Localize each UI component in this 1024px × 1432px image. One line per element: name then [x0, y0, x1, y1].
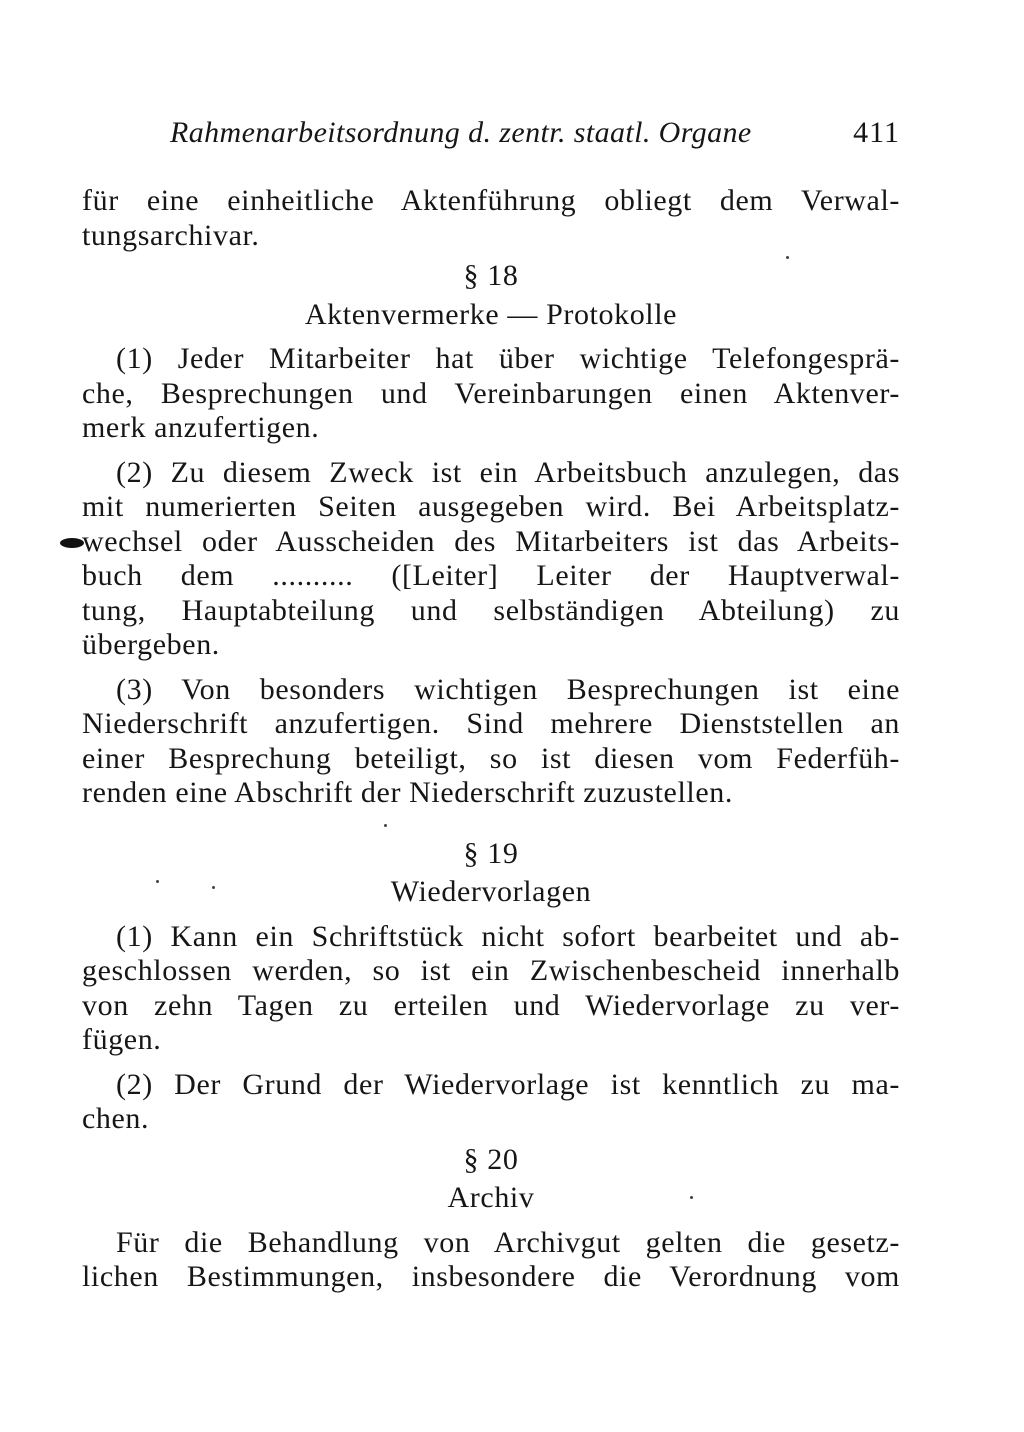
text-line: chen.	[82, 1102, 150, 1135]
text-line: von zehn Tagen zu erteilen und Wiedervorlage zu ver-	[82, 988, 900, 1022]
page-number: 411	[853, 116, 900, 149]
section-number: § 19	[463, 836, 519, 870]
text-line: tung, Hauptabteilung und selbständigen Abteilung) zu	[82, 593, 900, 627]
text-line: (2) Zu diesem Zweck ist ein Arbeitsbuch anzulegen, das	[116, 455, 900, 489]
text-line: che, Besprechungen und Vereinbarungen einen Aktenver-	[82, 376, 900, 410]
paragraph	[82, 1226, 900, 1295]
section-number: § 20	[463, 1142, 519, 1176]
paragraph	[82, 1068, 900, 1137]
section-19	[82, 837, 900, 1137]
section-title: Aktenvermerke — Protokolle	[304, 297, 678, 331]
intro-paragraph	[82, 184, 900, 253]
page-body	[82, 184, 900, 1295]
text-line: mit numerierten Seiten ausgegeben wird. Bei Arbeitsplatz-	[82, 490, 900, 523]
text-line: für eine einheitliche Aktenführung obliegt dem Verwal-	[82, 184, 900, 217]
paragraph	[82, 673, 900, 811]
text-line: renden eine Abschrift der Niederschrift zuzustellen.	[82, 776, 733, 809]
ink-blot	[60, 538, 84, 548]
paragraph	[82, 920, 900, 1058]
text-line: übergeben.	[82, 628, 220, 661]
text-line: wechsel oder Ausscheiden des Mitarbeiters ist das Arbeits-	[82, 524, 900, 558]
text-line: einer Besprechung beteiligt, so ist diesen vom Federfüh-	[82, 741, 900, 775]
paragraph	[82, 456, 900, 663]
text-line: tungsarchivar.	[82, 218, 260, 252]
running-title: Rahmenarbeitsordnung d. zentr. staatl. Organe	[170, 116, 752, 149]
text-line: (1) Jeder Mitarbeiter hat über wichtige Telefongesprä-	[116, 342, 900, 375]
section-number: § 18	[463, 259, 519, 292]
text-line: buch dem .......... ([Leiter] Leiter der Hauptverwal-	[82, 559, 900, 592]
section-title: Wiedervorlagen	[390, 875, 592, 908]
text-line: fügen.	[82, 1023, 162, 1056]
text-line: lichen Bestimmungen, insbesondere die Verordnung vom	[82, 1260, 900, 1293]
text-line: (3) Von besonders wichtigen Besprechungen ist eine	[116, 672, 900, 706]
text-line: merk anzufertigen.	[82, 411, 320, 444]
section-title: Archiv	[447, 1181, 535, 1214]
section-18	[82, 259, 900, 811]
paragraph	[82, 342, 900, 446]
text-line: geschlossen werden, so ist ein Zwischenbescheid innerhalb	[82, 954, 900, 987]
page-header	[170, 116, 900, 156]
text-line: (2) Der Grund der Wiedervorlage ist kenntlich zu ma-	[116, 1067, 900, 1101]
section-20	[82, 1143, 900, 1295]
text-line: Niederschrift anzufertigen. Sind mehrere Dienststellen an	[82, 707, 900, 740]
text-line: (1) Kann ein Schriftstück nicht sofort bearbeitet und ab-	[116, 919, 900, 953]
text-line: Für die Behandlung von Archivgut gelten die gesetz-	[116, 1225, 900, 1259]
